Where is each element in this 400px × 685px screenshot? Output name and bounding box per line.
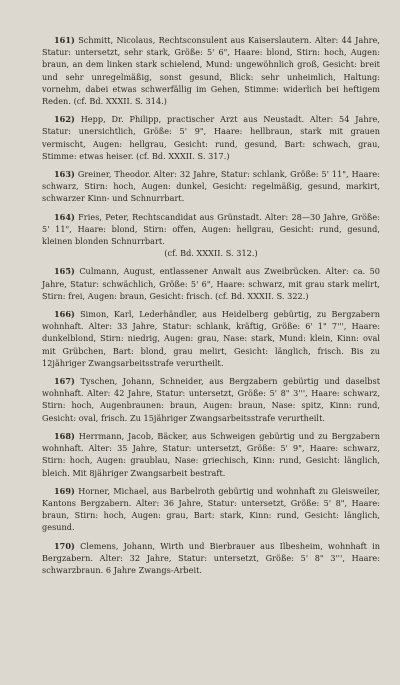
entry-number: 163) [54, 169, 75, 180]
entry-166 [42, 308, 380, 369]
entry-text: Tyschen, Johann, Schneider, aus Bergzabern gebürtig und daselbst wohnhaft. Alter: 42 Jahre, Statur: untersetzt, Größe: 5' 8" 3''', Haare: schwarz, Stirn: hoch, Augenbraunen: braun, Augen: braun, Nase: spitz, Kinn: rund, Gesicht: oval, frisch. Zu 15jähriger Zwangsarbeitsstrafe verurtheilt. [42, 376, 380, 423]
entry-number: 169) [54, 485, 75, 496]
entry-number: 165) [54, 266, 75, 277]
entry-text: Clemens, Johann, Wirth und Bierbrauer aus Ilbesheim, wohnhaft in Bergzabern. Alter: 32 Jahre, Statur: untersetzt, Größe: 5' 8" 3''', Haare: schwarzbraun. 6 Jahre Zwangs-Arbeit. [42, 540, 380, 575]
entry-text: Culmann, August, entlassener Anwalt aus Zweibrücken. Alter: ca. 50 Jahre, Statur: schwächlich, Größe: 5' 6", Haare: schwarz, mit grau stark melirt, Stirn: frei, Augen: braun, Gesicht: frisch. (cf. Bd. XXXII. S. 322.) [42, 266, 381, 301]
entry-citation: (cf. Bd. XXXII. S. 312.) [164, 248, 258, 259]
entry-169 [42, 485, 380, 534]
entry-number: 166) [54, 309, 75, 320]
entry-text: Simon, Karl, Lederhändler, aus Heidelberg gebürtig, zu Bergzabern wohnhaft. Alter: 33 Jahre, Statur: schlank, kräftig, Größe: 6' 1" 7''', Haare: dunkelblond, Stirn: niedrig, Augen: grau, Nase: stark, Mund: klein, Kinn: oval mit Grübchen, Bart: blond, grau melirt, Gesicht: länglich, frisch. Bis zu 12jähriger Zwangsarbeitsstrafe verurtheilt. [42, 309, 380, 368]
entry-text: Greiner, Theodor. Alter: 32 Jahre, Statur: schlank, Größe: 5' 11", Haare: schwarz, Stirn: hoch, Augen: dunkel, Gesicht: regelmäßig, gesund, markirt, schwarzer Kinn- und Schnurrbart. [42, 169, 381, 204]
entry-text: Schmitt, Nicolaus, Rechtsconsulent aus Kaiserslautern. Alter: 44 Jahre, Statur: untersetzt, sehr stark, Größe: 5' 6", Haare: blond, Stirn: hoch, Augen: braun, an dem linken stark schielend, Mund: ungewöhnlich groß, Gesicht: breit und sehr unregelmäßig, sonst gesund, Blick: sehr unheimlich, Haltung: vornehm, dabei etwas schwerfällig im Gehen, Stimme: widerlich bei heftigem Reden. (cf. Bd. XXXII. S. 314.) [42, 35, 380, 107]
entry-text: Fries, Peter, Rechtscandidat aus Grünstadt. Alter: 28—30 Jahre, Größe: 5' 11", Haare: blond, Stirn: offen, Augen: hellgrau, Gesicht: rund, gesund, kleinen blonden Schnurrbart. [42, 211, 380, 247]
entry-161 [42, 34, 380, 107]
entry-167 [42, 375, 380, 424]
entry-162 [42, 113, 380, 162]
entry-text: Hepp, Dr. Philipp, practischer Arzt aus Neustadt. Alter: 54 Jahre, Statur: unersichtlich, Größe: 5' 9", Haare: hellbraun, stark mit grauen vermischt, Augen: hellgrau, Gesicht: rund, gesund, Bart: schwach, grau, Stimme: etwas heiser. (cf. Bd. XXXII. S. 317.) [42, 114, 381, 161]
entry-number: 161) [54, 35, 75, 45]
entry-168 [42, 430, 380, 479]
entry-text: Horner, Michael, aus Barbelroth gebürtig und wohnhaft zu Gleisweiler, Kantons Bergzabern. Alter: 36 Jahre, Statur: untersetzt, Größe: 5' 8", Haare: braun, Stirn: hoch, Augen: grau, Bart: stark, Kinn: rund, Gesicht: länglich, gesund. [42, 485, 381, 533]
entry-number: 168) [54, 430, 75, 441]
entry-165 [42, 265, 380, 302]
entry-text: Herrmann, Jacob, Bäcker, aus Schweigen gebürtig und zu Bergzabern wohnhaft. Alter: 35 Jahre, Statur: untersetzt, Größe: 5' 9", Haare: schwarz, Stirn: hoch, Augen: graublau, Nase: griechisch, Kinn: rund, Gesicht: länglich, bleich. Mit 8jähriger Zwangsarbeit bestraft. [42, 430, 380, 478]
entry-164 [42, 211, 380, 260]
entry-number: 167) [54, 376, 75, 387]
entry-170 [42, 540, 380, 577]
entry-number: 170) [54, 540, 75, 551]
entry-number: 162) [54, 114, 75, 125]
entry-163 [42, 168, 380, 205]
entry-number: 164) [54, 211, 75, 222]
